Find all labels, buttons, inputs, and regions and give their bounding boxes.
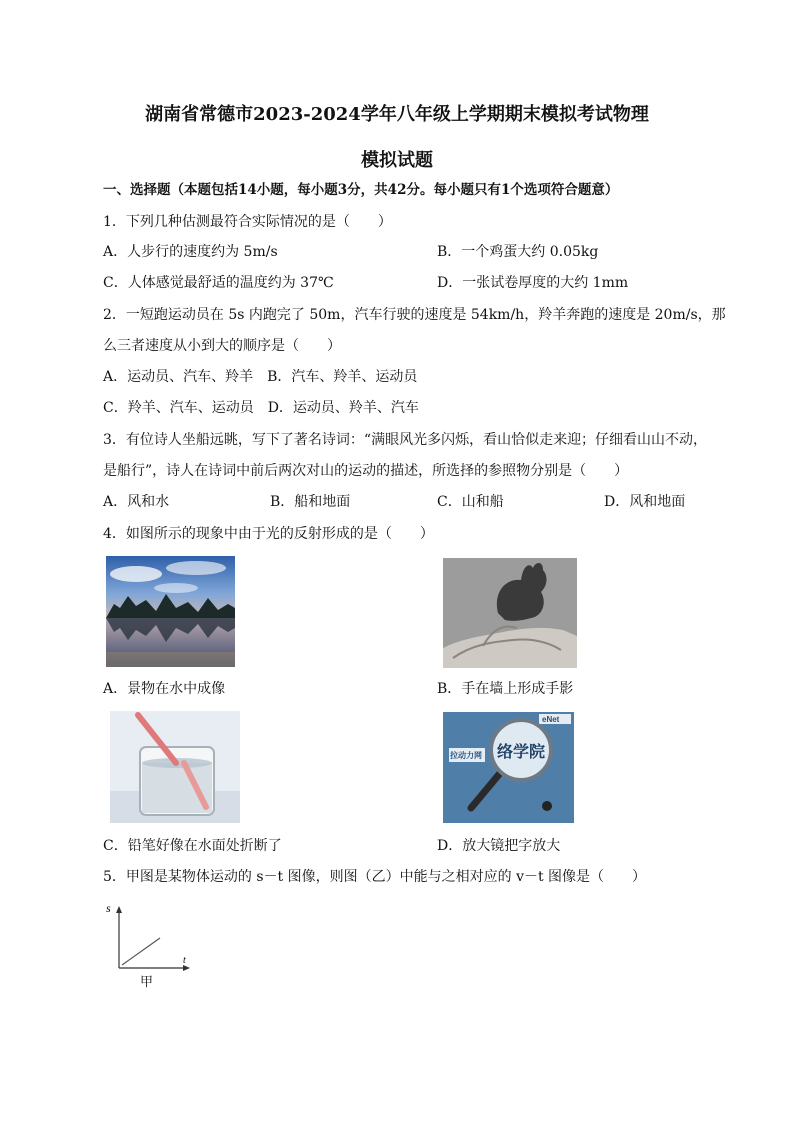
question-4-option-a: A．景物在水中成像 [103,681,226,697]
question-4-option-b: B．手在墙上形成手影 [437,681,574,697]
magnifier-text-left: 拉动力网 [450,751,482,760]
question-1-option-c: C．人体感觉最舒适的温度约为 37℃ [103,275,334,291]
question-1-option-d: D．一张试卷厚度的大约 1mm [437,275,629,291]
image-landscape-reflection [106,556,235,667]
magnifier-logo: eNet [542,715,560,724]
logo-icon [542,801,552,811]
question-4-option-d: D．放大镜把字放大 [437,838,561,854]
question-2-stem-line1: 2．一短跑运动员在 5s 内跑完了 50m，汽车行驶的速度是 54km/h，羚羊奔跑的速度是 20m/s，那 [103,307,726,323]
question-1-option-a: A．人步行的速度约为 5m/s [103,244,278,260]
question-3-option-d: D．风和地面 [604,494,686,510]
question-2-options-cd: C．羚羊、汽车、运动员 D．运动员、羚羊、汽车 [103,400,419,416]
question-4-stem: 4．如图所示的现象中由于光的反射形成的是（ ） [103,526,434,542]
question-3-option-b: B．船和地面 [270,494,351,510]
question-3-stem-line1: 3．有位诗人坐船远眺，写下了著名诗词：“满眼风光多闪烁，看山恰似走来迎；仔细看山山不动， [103,432,708,448]
section-heading: 一、选择题（本题包括14小题，每小题3分，共42分。每小题只有1个选项符合题意） [103,182,619,198]
question-1-stem: 1．下列几种估测最符合实际情况的是（ ） [103,214,392,230]
st-graph-figure [100,896,200,992]
graph-y-arrow [116,906,122,913]
question-3-stem-line2: 是船行”，诗人在诗词中前后两次对山的运动的描述，所选择的参照物分别是（ ） [103,463,629,479]
magnifier-text-lens: 络学院 [497,742,546,761]
image-pencil-in-water [110,711,240,823]
graph-caption: 甲 [140,975,154,990]
page-title: 湖南省常德市2023-2024学年八年级上学期期末模拟考试物理 [145,104,649,125]
image-magnifying-glass [443,712,574,823]
graph-x-label: t [183,955,186,966]
question-4-option-c: C．铅笔好像在水面处折断了 [103,838,282,854]
graph-line [122,938,160,965]
page-subtitle: 模拟试题 [361,150,433,171]
question-2-options-ab: A．运动员、汽车、羚羊 B．汽车、羚羊、运动员 [103,369,418,385]
graph-y-label: s [106,901,111,915]
question-2-stem-line2: 么三者速度从小到大的顺序是（ ） [103,338,341,354]
image-hand-shadow [443,558,577,668]
question-3-option-c: C．山和船 [437,494,504,510]
question-3-option-a: A．风和水 [103,494,170,510]
question-1-option-b: B．一个鸡蛋大约 0.05kg [437,244,599,260]
question-5-stem: 5．甲图是某物体运动的 s－t 图像，则图（乙）中能与之相对应的 v－t 图像是（ ） [103,869,647,885]
